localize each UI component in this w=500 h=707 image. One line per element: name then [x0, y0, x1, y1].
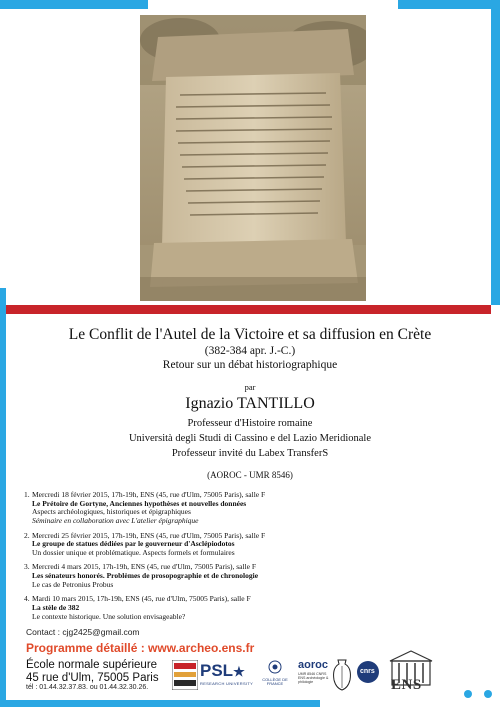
- session-number: 1.: [24, 490, 30, 499]
- session-title: Le Prétoire de Gortyne, Anciennes hypothèses et nouvelles données: [32, 498, 247, 508]
- bottom-blue-bar: [0, 700, 320, 707]
- top-right-blue-bar: [398, 0, 500, 9]
- session-item: [24, 563, 304, 589]
- amphora-icon: [330, 658, 354, 692]
- session-number: 2.: [24, 530, 30, 540]
- psl-logo: [200, 662, 245, 679]
- session-list: [24, 491, 304, 627]
- transfers-logo: [172, 660, 198, 690]
- lab-label: (AOROC - UMR 8546): [207, 470, 293, 480]
- lecture-dates: (382-384 apr. J.-C.): [204, 345, 296, 357]
- school-street: 45 rue d'Ulm, 75005 Paris: [26, 672, 159, 685]
- badge-icon: [464, 690, 472, 698]
- programme-link[interactable]: Programme détaillé : www.archeo.ens.fr: [26, 641, 255, 655]
- session-date: Mercredi 4 mars 2015, 17h-19h, ENS (45, rue d'Ulm, 75005 Paris), salle F: [32, 562, 257, 572]
- by-label: par: [244, 382, 256, 392]
- session-item: [24, 595, 304, 621]
- top-left-blue-bar: [0, 0, 148, 9]
- session-date: Mercredi 18 février 2015, 17h-19h, ENS (45, rue d'Ulm, 75005 Paris), salle F: [32, 490, 266, 499]
- speaker-invitation: Professeur invité du Labex TransferS: [171, 448, 329, 459]
- session-number: 3.: [24, 562, 30, 572]
- session-number: 4.: [24, 594, 30, 604]
- school-address: [26, 659, 159, 685]
- college-de-france-label: COLLÈGE DE FRANCE: [262, 677, 288, 687]
- phone-numbers: tél : 01.44.32.37.83. ou 01.44.32.30.26.: [26, 684, 149, 691]
- aoroc-subtitle: UMR 8546 CNRS ENS archéologie & philologie: [298, 672, 329, 685]
- speaker-name: Ignazio TANTILLO: [185, 395, 315, 412]
- session-title: Les sénateurs honorés. Problèmes de prosopographie et de chronologie: [32, 571, 259, 580]
- session-item: [24, 491, 304, 526]
- college-de-france-emblem: [268, 660, 282, 676]
- speaker-university: Università degli Studi di Cassino e del Lazio Meridionale: [128, 433, 372, 444]
- altar-inscription-photo: [140, 15, 366, 301]
- cnrs-text: cnrs: [360, 668, 375, 675]
- right-blue-bar: [491, 0, 500, 305]
- session-description: Aspects archéologiques, historiques et épigraphiques: [32, 507, 191, 517]
- session-note: Séminaire en collaboration avec L'atelier épigraphique: [32, 515, 199, 525]
- contact-email[interactable]: Contact : cjg2425@gmail.com: [26, 627, 140, 637]
- session-title: La stèle de 382: [32, 602, 80, 612]
- session-date: Mardi 10 mars 2015, 17h-19h, ENS (45, rue d'Ulm, 75005 Paris), salle F: [32, 594, 251, 604]
- badge-icon: [484, 690, 492, 698]
- speaker-role: Professeur d'Histoire romaine: [187, 418, 313, 429]
- psl-subtitle: RESEARCH UNIVERSITY: [200, 681, 254, 686]
- psl-logo-text: PSL: [200, 661, 234, 680]
- lecture-title: Le Conflit de l'Autel de la Victoire et sa diffusion en Crète: [68, 326, 432, 343]
- ens-logo-text: ENS: [391, 677, 422, 693]
- lecture-subtitle: Retour sur un débat historiographique: [162, 359, 338, 371]
- star-icon: ★: [233, 664, 245, 679]
- session-item: [24, 532, 304, 558]
- aoroc-logo: aoroc: [298, 659, 328, 671]
- session-description: Le contexte historique. Une solution envisageable?: [32, 611, 186, 621]
- session-date: Mercredi 25 février 2015, 17h-19h, ENS (45, rue d'Ulm, 75005 Paris), salle F: [32, 530, 266, 540]
- red-divider-band: [6, 305, 491, 314]
- school-name: École normale supérieure: [26, 659, 158, 671]
- session-description: Le cas de Petronius Probus: [32, 579, 114, 589]
- session-title: Le groupe de statues dédiées par le gouverneur d'Asclépiodotos: [32, 539, 235, 549]
- session-description: Un dossier unique et problématique. Aspects formels et formulaires: [32, 547, 235, 557]
